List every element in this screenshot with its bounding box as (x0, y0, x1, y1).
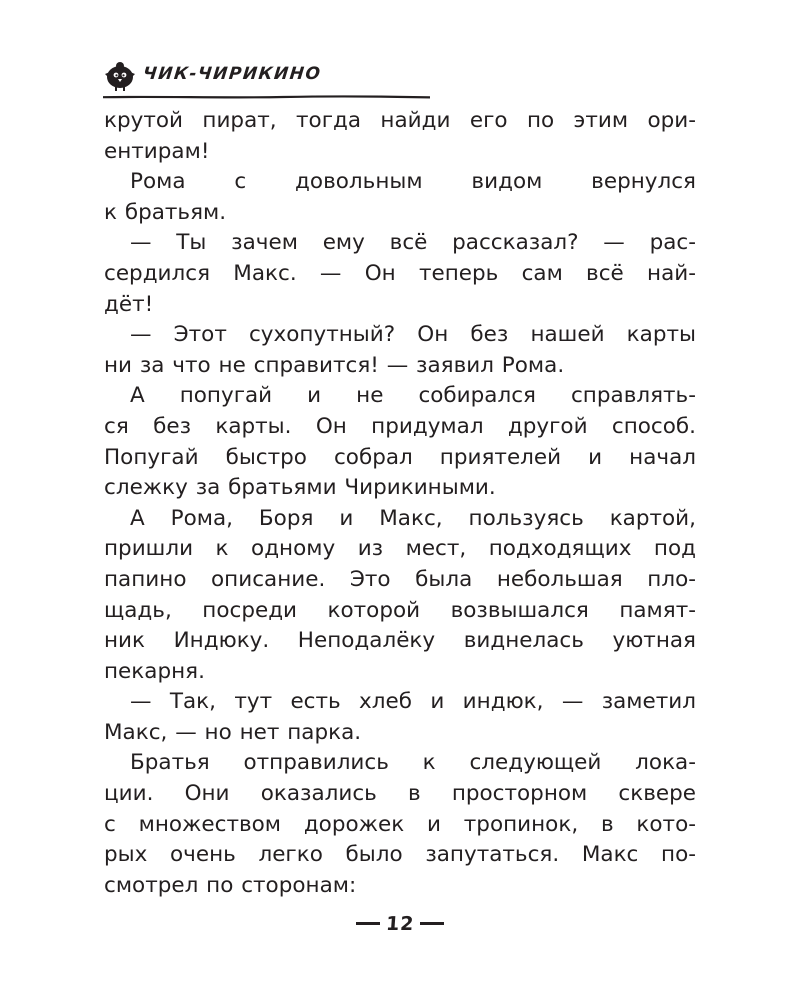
text-line: Братья отправились к следующей лока- (130, 750, 696, 776)
text-line: ся без карты. Он придумал другой способ. (104, 413, 696, 439)
page-footer (0, 910, 800, 940)
text-line: щадь, посреди которой возвышался памят- (104, 597, 696, 623)
text-line: — Этот сухопутный? Он без нашей карты (130, 322, 696, 348)
text-line: Рома с довольным видом вернулся (130, 169, 696, 195)
page-number: 12 (384, 912, 415, 935)
text-line: рых очень легко было запутаться. Макс по- (104, 842, 696, 868)
text-line: — Ты зачем ему всё рассказал? — рас- (130, 230, 696, 256)
text-line: Попугай быстро собрал приятелей и начал (104, 444, 696, 470)
text-line: с множеством дорожек и тропинок, в кото- (104, 811, 696, 837)
text-line: А попугай и не собирался справлять- (130, 383, 696, 409)
text-line: слежку за братьями Чирикиными. (104, 475, 496, 501)
text-line: пришли к одному из мест, подходящих под (104, 536, 696, 562)
text-line: ник Индюку. Неподалёку виднелась уютная (104, 628, 696, 654)
text-line: ентирам! (104, 138, 210, 164)
folio-dash-left (356, 922, 380, 925)
text-line: смотрел по сторонам: (104, 872, 357, 898)
text-line: ни за что не справится! — заявил Рома. (104, 352, 565, 378)
text-line: к братьям. (104, 199, 227, 225)
text-line: сердился Макс. — Он теперь сам всё най- (104, 260, 696, 286)
body-text (104, 106, 696, 901)
text-line: Макс, — но нет парка. (104, 719, 362, 745)
text-line: А Рома, Боря и Макс, пользуясь картой, (130, 505, 696, 531)
text-line: крутой пират, тогда найди его по этим ори- (104, 108, 696, 133)
text-line: — Так, тут есть хлеб и индюк, — заметил (130, 689, 696, 715)
header-divider (103, 94, 430, 100)
text-line: папино описание. Это была небольшая пло- (104, 566, 696, 592)
running-header (103, 58, 430, 98)
text-line: пекарня. (104, 658, 205, 684)
series-title: ЧИК-ЧИРИКИНО (141, 64, 323, 84)
bird-icon (103, 60, 137, 92)
text-line: ции. Они оказались в просторном сквере (104, 781, 696, 807)
folio-dash-right (420, 922, 444, 925)
text-line: дёт! (104, 291, 154, 317)
